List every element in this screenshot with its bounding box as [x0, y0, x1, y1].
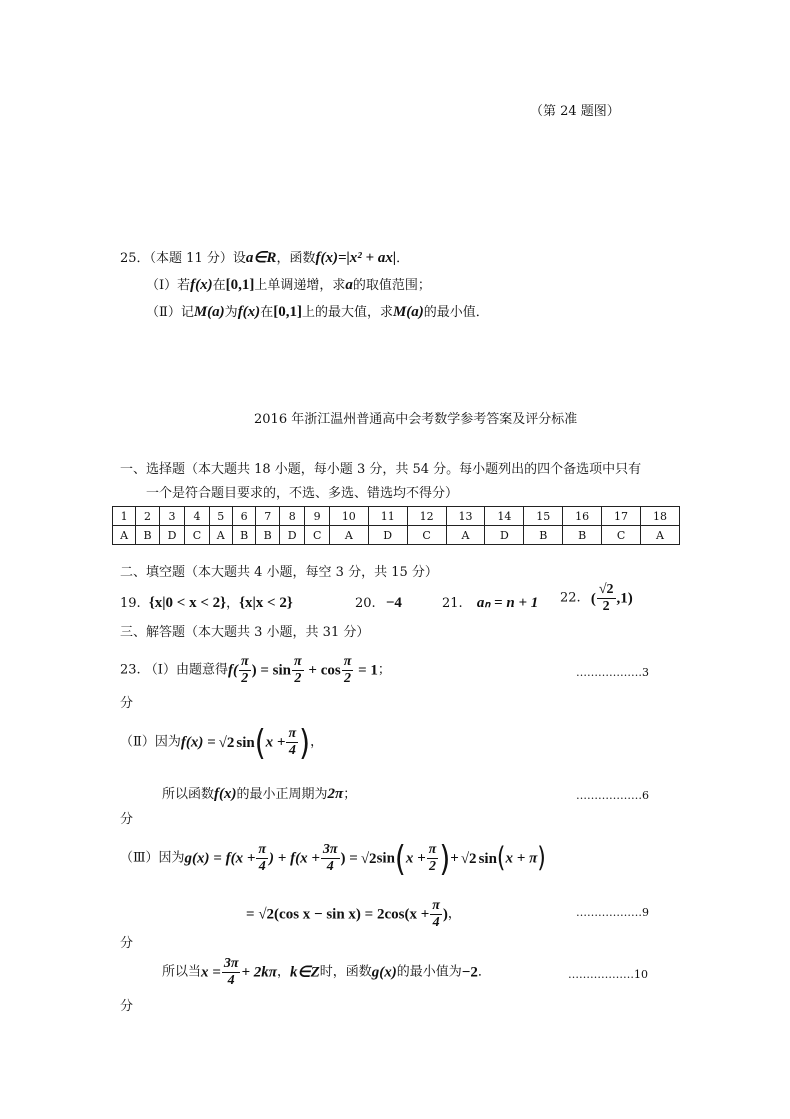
table-cell-answer: C: [407, 526, 446, 545]
table-cell-answer: C: [305, 526, 329, 545]
q25-part2-mid1: 为: [224, 305, 238, 320]
q23-period-text2: 的最小正周期为: [236, 787, 328, 802]
table-cell-number: 10: [329, 507, 368, 526]
q23-part3-body: (cos x − sin x) = 2cos(x +: [274, 906, 430, 923]
frac-num: 3π: [223, 956, 239, 971]
q23-min-end: ．: [477, 964, 491, 980]
table-cell-number: 11: [368, 507, 407, 526]
q25-part2-interval: [0,1]: [273, 304, 302, 320]
q22-numerator: √2: [598, 582, 614, 597]
frac-den: 2: [429, 859, 436, 874]
answer-title: 2016 年浙江温州普通高中会考数学参考答案及评分标准: [254, 412, 578, 427]
right-paren-icon: ): [537, 842, 546, 874]
q23-part2-prefix: （Ⅱ）因为: [120, 734, 181, 750]
q23-part3-line3: [162, 956, 491, 989]
q22-close: ,1): [616, 590, 633, 607]
q25-part1-a: a: [345, 277, 353, 293]
table-cell-answer: A: [329, 526, 368, 545]
q23-period-value: 2π: [327, 786, 344, 802]
frac-den: 4: [432, 915, 440, 930]
q23-min-plus: + 2kπ: [241, 964, 277, 981]
q21: [442, 594, 538, 613]
score-unit-1: 分: [120, 696, 134, 711]
q23-result: = 1: [354, 662, 378, 679]
q21-label: 21.: [442, 596, 463, 611]
frac-num: π: [288, 726, 297, 741]
table-cell-answer: B: [563, 526, 602, 545]
section1-line2: 一个是符合题目要求的，不选、多选、错选均不得分）: [146, 486, 459, 501]
q23-part3-frac1: [256, 842, 268, 875]
table-cell-answer: B: [524, 526, 563, 545]
q22-denominator: 2: [602, 599, 610, 614]
score-unit-2: 分: [120, 812, 134, 827]
frac-den: 4: [288, 743, 296, 758]
q23-min-text2: 时，函数: [319, 964, 372, 980]
q25-part2-end: 的最小值．: [423, 305, 489, 320]
q23-frac-pi-2: [239, 654, 251, 687]
frac-den: 4: [227, 973, 235, 988]
q23-part1: [120, 654, 391, 687]
table-cell-number: 4: [185, 507, 209, 526]
q23-part2-sqrt2: √2: [218, 734, 235, 751]
q25-part1-prefix: （Ⅰ）若: [146, 278, 191, 293]
q23-part3-x-pi: x + π: [505, 850, 538, 867]
score-unit-3: 分: [120, 936, 134, 951]
q23-part1-end: ；: [377, 662, 391, 678]
q19-answer2: {x|x < 2}: [239, 595, 293, 611]
q23-part2: [120, 721, 324, 763]
multiple-choice-answer-table: [112, 506, 680, 545]
q23-frac-pi-2b: [292, 654, 304, 687]
q23-part3-end: ，: [447, 906, 461, 922]
left-paren-icon: (: [254, 721, 266, 763]
q25-part1-end: 的取值范围；: [352, 278, 431, 293]
q22: [560, 582, 633, 615]
q23-part2-sin: sin: [236, 734, 255, 751]
table-cell-number: 16: [563, 507, 602, 526]
table-cell-number: 7: [256, 507, 280, 526]
q23-part3-sin-tail: sin: [478, 850, 497, 867]
frac-den: 2: [344, 671, 352, 686]
right-paren-icon: ): [299, 721, 311, 763]
q23-part3-sqrt2b: √2: [460, 850, 477, 867]
q22-fraction: [597, 582, 616, 615]
q23-part3-sqrt2c: √2: [258, 906, 275, 923]
q25-part2: [146, 303, 489, 322]
table-cell-number: 14: [485, 507, 524, 526]
table-cell-answer: D: [279, 526, 304, 545]
left-paren-icon: (: [496, 842, 506, 874]
q23-period-text1: 所以函数: [162, 787, 215, 802]
table-cell-answer: D: [159, 526, 184, 545]
table-row-numbers: [113, 507, 680, 526]
section2-heading: 二、填空题（本大题共 4 小题，每空 3 分，共 15 分）: [120, 565, 438, 580]
q21-answer: aₙ = n + 1: [476, 595, 539, 611]
table-cell-answer: A: [446, 526, 485, 545]
table-cell-number: 2: [136, 507, 160, 526]
q23-part2-f: f(x) =: [180, 734, 216, 751]
q25-end: ．: [396, 251, 410, 266]
table-cell-number: 18: [641, 507, 680, 526]
q25-part2-M2: M(a): [392, 304, 424, 320]
q23-plus-cos: + cos: [304, 662, 341, 679]
q23-min-text3: 的最小值为: [396, 964, 462, 980]
table-cell-answer: D: [368, 526, 407, 545]
frac-num: π: [428, 842, 437, 857]
table-cell-number: 13: [446, 507, 485, 526]
table-cell-number: 8: [279, 507, 304, 526]
q23-min-frac: [222, 956, 241, 989]
section3-heading: 三、解答题（本大题共 3 小题，共 31 分）: [120, 625, 370, 640]
table-row-answers: [113, 526, 680, 545]
table-cell-number: 1: [113, 507, 136, 526]
figure-caption: （第 24 题图）: [530, 104, 620, 119]
q23-period-f: f(x): [214, 786, 237, 802]
q23-part3-plus: +: [450, 850, 459, 867]
q25-mid: ，函数: [276, 251, 316, 266]
score-dots-3: ………………3: [576, 666, 649, 679]
frac-den: 2: [294, 671, 302, 686]
q23-part3-line2: [246, 898, 461, 931]
table-cell-answer: B: [136, 526, 160, 545]
q23-period-end: ；: [343, 787, 357, 802]
table-cell-answer: B: [256, 526, 280, 545]
q23-part1-prefix: 23. （Ⅰ）由题意得: [120, 662, 228, 678]
q23-part3-frac4: [430, 898, 442, 931]
q23-eq-sin: ) = sin: [251, 662, 291, 679]
q20-answer: −4: [385, 595, 402, 611]
q19-sep: ，: [226, 596, 240, 611]
q23-part2-frac: [286, 726, 298, 759]
q23-part3-frac3: [427, 842, 439, 875]
q23-part2-period: [162, 785, 356, 804]
q23-part3-prefix: （Ⅲ）因为: [120, 850, 185, 866]
table-cell-answer: D: [485, 526, 524, 545]
q23-frac-pi-2c: [342, 654, 354, 687]
q23-part3-eq2: =: [246, 906, 259, 923]
q25-part2-mid2: 在: [260, 305, 274, 320]
q25-part1: [146, 276, 431, 295]
q25-part2-M: M(a): [193, 304, 225, 320]
table-cell-answer: C: [602, 526, 641, 545]
score-dots-9: ………………9: [576, 906, 649, 919]
q22-open: (: [590, 590, 596, 607]
left-paren-icon: (: [394, 837, 406, 879]
frac-den: 4: [258, 859, 266, 874]
table-cell-answer: A: [641, 526, 680, 545]
q23-min-sep: ，: [276, 964, 290, 980]
q19-answer1: {x|0 < x < 2}: [148, 595, 227, 611]
table-cell-number: 17: [602, 507, 641, 526]
score-dots-6: ………………6: [576, 789, 649, 802]
q25-prefix: 25．（本题 11 分）设: [120, 251, 246, 266]
score-unit-4: 分: [120, 999, 134, 1014]
table-cell-answer: A: [113, 526, 136, 545]
table-cell-number: 15: [524, 507, 563, 526]
q25-part2-f: f(x): [237, 304, 261, 320]
table-cell-number: 3: [159, 507, 184, 526]
q23-min-value: −2: [461, 964, 478, 981]
q25-part2-prefix: （Ⅱ）记: [146, 305, 194, 320]
q25-line1: [120, 249, 409, 268]
q23-part3-frac2: [321, 842, 340, 875]
frac-num: π: [343, 654, 352, 669]
table-cell-number: 5: [209, 507, 232, 526]
table-cell-number: 9: [305, 507, 329, 526]
frac-den: 4: [326, 859, 334, 874]
q23-part3-sqrt2: √2: [360, 850, 377, 867]
frac-num: π: [294, 654, 302, 669]
q25-part1-mid1: 在: [212, 278, 226, 293]
frac-num: π: [258, 842, 267, 857]
q20-label: 20.: [355, 596, 376, 611]
q23-part3-plus-f: ) + f(x +: [269, 850, 320, 867]
table-cell-answer: A: [209, 526, 232, 545]
fill-answers-row: [120, 594, 293, 613]
q20: [355, 594, 402, 613]
q23-part2-x-plus: x +: [265, 734, 286, 751]
q25-function: f(x)=|x² + ax|: [315, 250, 397, 266]
q23-part3-sin: sin: [376, 850, 395, 867]
q23-part3-x-plus: x +: [405, 850, 426, 867]
q23-min-k: k∈Z: [290, 964, 320, 981]
frac-num: 3π: [322, 842, 338, 857]
frac-den: 2: [241, 671, 249, 686]
q23-part3-g: g(x) = f(x +: [184, 850, 256, 867]
table-cell-number: 6: [232, 507, 256, 526]
q25-part2-mid3: 上的最大值，求: [301, 305, 393, 320]
q25-part1-interval: [0,1]: [225, 277, 255, 293]
section1-line1: 一、选择题（本大题共 18 小题，每小题 3 分，共 54 分。每小题列出的四个备选项中只有: [120, 462, 642, 477]
q25-part1-mid2: 上单调递增，求: [254, 278, 346, 293]
frac-num: π: [240, 654, 249, 669]
q23-part3-close: ): [442, 906, 448, 923]
q23-part3: [120, 837, 546, 879]
table-cell-answer: C: [185, 526, 209, 545]
q25-a-in-r: a∈R: [245, 250, 277, 266]
q19-label: 19.: [120, 596, 141, 611]
q25-part1-f: f(x): [190, 277, 213, 293]
score-dots-10: ………………10: [568, 968, 648, 981]
q23-min-text1: 所以当: [162, 964, 202, 980]
q23-min-g: g(x): [371, 964, 397, 981]
q23-min-x: x =: [201, 964, 221, 981]
table-cell-answer: B: [232, 526, 256, 545]
q22-label: 22.: [560, 590, 581, 606]
q23-part2-end: ，: [310, 734, 324, 750]
table-cell-number: 12: [407, 507, 446, 526]
frac-num: π: [432, 898, 440, 913]
right-paren-icon: ): [439, 837, 451, 879]
q23-part3-eq: ) =: [340, 850, 358, 867]
q23-f: f(: [227, 662, 238, 679]
